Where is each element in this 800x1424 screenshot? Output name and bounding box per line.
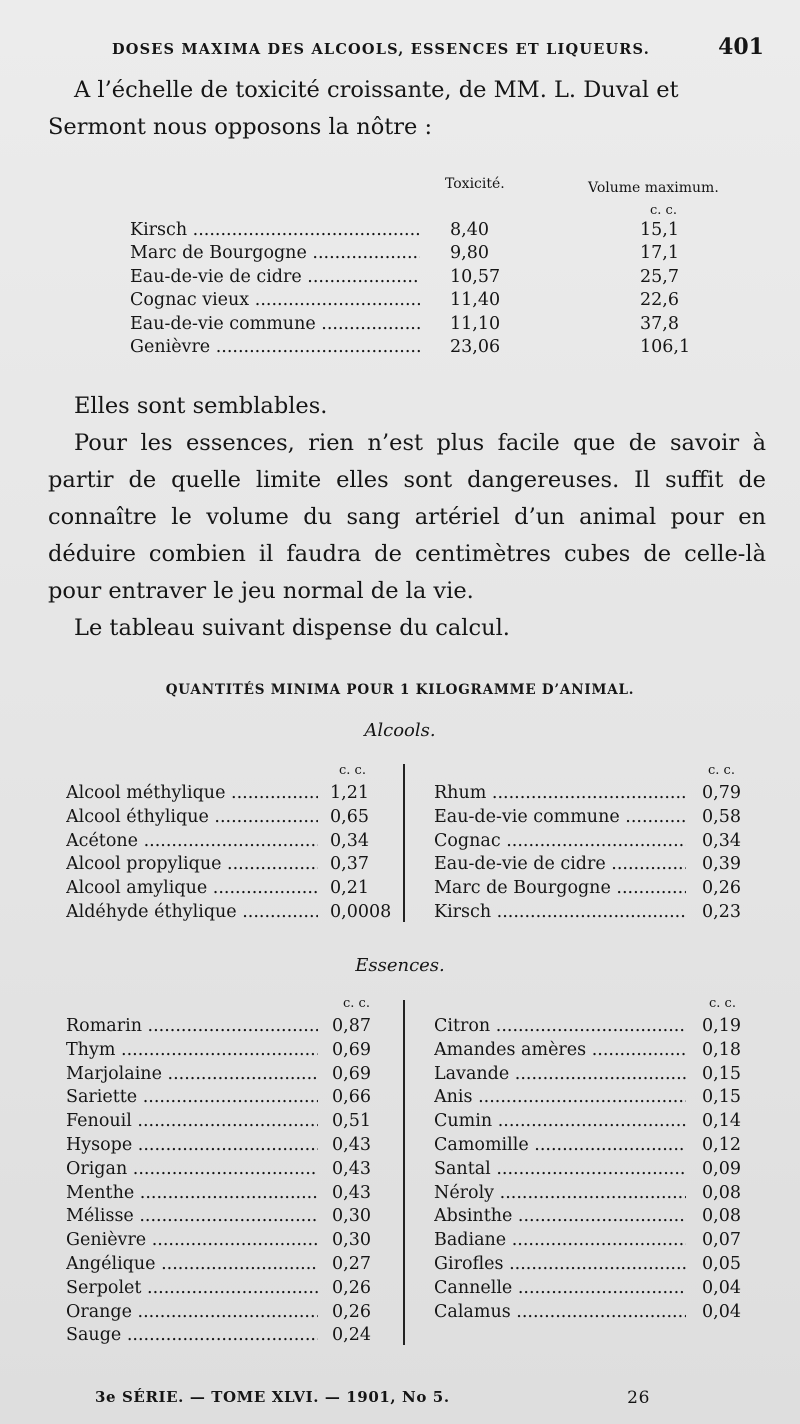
volume-value: 106,1	[640, 336, 691, 357]
item-value: 0,30	[332, 1206, 371, 1227]
item-name: Alcool amylique .....	[66, 878, 318, 898]
toxicity-row	[130, 337, 770, 360]
liquor-name: Cognac vieux .....	[130, 290, 420, 310]
item-value: 0,19	[702, 1016, 741, 1036]
item-value: 0,26	[702, 878, 741, 899]
item-name: Marjolaine .....	[66, 1064, 318, 1084]
item-name: Absinthe .....	[434, 1206, 686, 1226]
item-value: 0,23	[702, 902, 741, 922]
item-value: 0,04	[702, 1301, 741, 1322]
item-name: Calamus .....	[434, 1302, 686, 1322]
essences-left-column	[66, 992, 406, 1352]
item-name: Menthe .....	[66, 1183, 318, 1203]
unit-label: c. c.	[343, 996, 370, 1011]
item-value: 0,43	[332, 1182, 371, 1203]
item-name: Sauge .....	[66, 1325, 318, 1345]
list-item	[434, 902, 782, 926]
item-name: Amandes amères .....	[434, 1040, 686, 1060]
list-item	[66, 1135, 412, 1159]
item-value: 0,69	[332, 1063, 371, 1084]
list-item	[66, 878, 410, 902]
item-name: Lavande .....	[434, 1064, 686, 1084]
item-value: 0,08	[702, 1206, 741, 1227]
liquor-name: Genièvre .....	[130, 337, 420, 357]
item-name: Badiane .....	[434, 1230, 686, 1250]
essences-title: Essences.	[355, 955, 445, 976]
item-name: Sariette .....	[66, 1087, 318, 1107]
list-item	[66, 1016, 412, 1040]
item-name: Origan .....	[66, 1159, 318, 1179]
item-name: Santal .....	[434, 1159, 686, 1179]
list-item	[434, 878, 782, 902]
toxicity-value: 10,57	[450, 266, 501, 287]
alcools-right-column	[434, 755, 754, 935]
toxicity-row	[130, 267, 770, 290]
unit-label: c. c.	[708, 763, 735, 778]
item-value: 0,15	[702, 1087, 741, 1108]
footer-series: 3e SÉRIE. — TOME XLVI. — 1901, No 5.	[95, 1388, 450, 1406]
item-value: 0,30	[332, 1230, 371, 1251]
intro-paragraph: A l’échelle de toxicité croissante, de MM. L. Duval et Sermont nous opposons la nôtre :	[48, 77, 679, 140]
item-value: 0,79	[702, 783, 741, 803]
toxicity-table	[130, 176, 770, 360]
item-value: 0,34	[330, 830, 369, 851]
item-value: 0,26	[332, 1301, 371, 1322]
item-value: 0,24	[332, 1325, 371, 1346]
list-item	[434, 1278, 782, 1302]
item-value: 0,12	[702, 1135, 741, 1155]
item-name: Cognac .....	[434, 831, 686, 851]
item-name: Citron .....	[434, 1016, 686, 1036]
list-item	[434, 1087, 782, 1111]
toxicity-value: 23,06	[450, 336, 501, 357]
item-name: Eau-de-vie commune .....	[434, 807, 686, 827]
list-item	[434, 831, 782, 855]
volume-value: 37,8	[640, 313, 679, 334]
volume-value: 25,7	[640, 266, 679, 287]
item-value: 0,69	[332, 1039, 371, 1060]
item-name: Hysope .....	[66, 1135, 318, 1155]
volume-value: 17,1	[640, 243, 679, 264]
item-value: 0,43	[332, 1158, 371, 1179]
footer-signature: 26	[627, 1388, 650, 1408]
toxicity-row	[130, 243, 770, 266]
item-value: 0,18	[702, 1039, 741, 1060]
list-item	[434, 1159, 782, 1183]
item-name: Néroly .....	[434, 1183, 686, 1203]
list-item	[66, 1325, 412, 1349]
column-divider	[403, 1000, 405, 1345]
column-toxicite: Toxicité.	[445, 176, 505, 192]
liquor-name: Eau-de-vie commune .....	[130, 314, 420, 334]
item-name: Mélisse .....	[66, 1206, 318, 1226]
liquor-name: Marc de Bourgogne .....	[130, 243, 420, 263]
toxicity-row	[130, 220, 770, 243]
item-value: 0,21	[330, 878, 369, 899]
item-value: 0,0008	[330, 902, 392, 922]
list-item	[66, 1040, 412, 1064]
item-name: Fenouil .....	[66, 1111, 318, 1131]
list-item	[434, 1230, 782, 1254]
item-name: Alcool propylique .....	[66, 854, 318, 874]
toxicity-table-header	[130, 176, 770, 220]
item-name: Cannelle .....	[434, 1278, 686, 1298]
list-item	[66, 1111, 412, 1135]
item-value: 0,51	[332, 1111, 371, 1132]
essences-right-column	[434, 992, 754, 1332]
item-name: Cumin .....	[434, 1111, 686, 1131]
toxicity-value: 11,40	[450, 290, 501, 311]
item-value: 0,43	[332, 1135, 371, 1155]
item-name: Marc de Bourgogne .....	[434, 878, 686, 898]
list-item	[66, 783, 410, 807]
list-item	[66, 807, 410, 831]
running-title: DOSES MAXIMA DES ALCOOLS, ESSENCES ET LIQUEURS.	[112, 41, 650, 58]
item-name: Alcool méthylique .....	[66, 783, 318, 803]
page-footer	[95, 1388, 650, 1408]
item-name: Eau-de-vie de cidre .....	[434, 854, 686, 874]
item-name: Serpolet .....	[66, 1278, 318, 1298]
item-value: 0,34	[702, 830, 741, 851]
unit-label: c. c.	[709, 996, 736, 1011]
minima-title: QUANTITÉS MINIMA POUR 1 KILOGRAMME D’ANIMAL.	[165, 682, 635, 698]
toxicity-value: 8,40	[450, 220, 489, 240]
item-name: Aldéhyde éthylique .....	[66, 902, 318, 922]
item-value: 0,39	[702, 854, 741, 875]
list-item	[434, 1016, 782, 1040]
column-volume: Volume maximum.	[588, 180, 719, 196]
list-item	[66, 1183, 412, 1207]
list-item	[66, 1206, 412, 1230]
alcools-left-column	[66, 755, 406, 935]
alcools-title: Alcools.	[364, 720, 436, 741]
item-value: 0,07	[702, 1230, 741, 1251]
item-value: 1,21	[330, 783, 369, 803]
column-unit: c. c.	[650, 203, 677, 218]
list-item	[434, 783, 782, 807]
item-name: Camomille .....	[434, 1135, 686, 1155]
item-value: 0,65	[330, 806, 369, 827]
item-value: 0,27	[332, 1254, 371, 1274]
list-item	[434, 1254, 782, 1278]
list-item	[66, 902, 410, 926]
item-value: 0,09	[702, 1158, 741, 1179]
list-item	[434, 1040, 782, 1064]
running-header	[112, 34, 764, 60]
list-item	[66, 1159, 412, 1183]
item-value: 0,08	[702, 1182, 741, 1203]
item-value: 0,04	[702, 1277, 741, 1298]
item-value: 0,58	[702, 806, 741, 827]
volume-value: 22,6	[640, 290, 679, 311]
item-name: Orange .....	[66, 1302, 318, 1322]
list-item	[66, 1278, 412, 1302]
list-item	[66, 1302, 412, 1326]
list-item	[434, 1111, 782, 1135]
column-divider	[403, 764, 405, 922]
item-value: 0,15	[702, 1063, 741, 1084]
item-name: Romarin .....	[66, 1016, 318, 1036]
list-item	[434, 1302, 782, 1326]
toxicity-row	[130, 290, 770, 313]
page-number: 401	[718, 34, 764, 60]
liquor-name: Kirsch .....	[130, 220, 420, 240]
list-item	[434, 1135, 782, 1159]
volume-value: 15,1	[640, 220, 679, 240]
item-name: Rhum .....	[434, 783, 686, 803]
item-name: Angélique .....	[66, 1254, 318, 1274]
item-value: 0,87	[332, 1016, 371, 1036]
list-item	[66, 1087, 412, 1111]
item-name: Acétone .....	[66, 831, 318, 851]
list-item	[66, 1230, 412, 1254]
item-value: 0,05	[702, 1254, 741, 1274]
unit-label: c. c.	[339, 763, 366, 778]
list-item	[434, 1183, 782, 1207]
toxicity-row	[130, 314, 770, 337]
list-item	[66, 854, 410, 878]
toxicity-value: 11,10	[450, 313, 501, 334]
item-value: 0,66	[332, 1087, 371, 1108]
item-name: Girofles .....	[434, 1254, 686, 1274]
item-value: 0,14	[702, 1111, 741, 1132]
list-item	[66, 1254, 412, 1278]
paragraph-semblables: Elles sont semblables.	[74, 393, 328, 419]
item-value: 0,37	[330, 854, 369, 875]
item-name: Genièvre .....	[66, 1230, 318, 1250]
item-name: Thym .....	[66, 1040, 318, 1060]
list-item	[66, 1064, 412, 1088]
toxicity-value: 9,80	[450, 243, 489, 264]
toxicity-rows	[130, 220, 770, 360]
item-name: Alcool éthylique .....	[66, 807, 318, 827]
paragraph-essences: Pour les essences, rien n’est plus facile que de savoir à partir de quelle limite elles sont dangereuses. Il suffit de connaître le volume du sang artériel d’un animal pour en déduire combien il faudra de centimètres cubes de celle-là pour entraver le jeu normal de la vie.	[48, 430, 766, 604]
list-item	[66, 831, 410, 855]
list-item	[434, 854, 782, 878]
liquor-name: Eau-de-vie de cidre .....	[130, 267, 420, 287]
item-name: Anis .....	[434, 1087, 686, 1107]
list-item	[434, 1064, 782, 1088]
item-name: Kirsch .....	[434, 902, 686, 922]
list-item	[434, 1206, 782, 1230]
paragraph-tableau: Le tableau suivant dispense du calcul.	[74, 615, 510, 641]
list-item	[434, 807, 782, 831]
item-value: 0,26	[332, 1277, 371, 1298]
